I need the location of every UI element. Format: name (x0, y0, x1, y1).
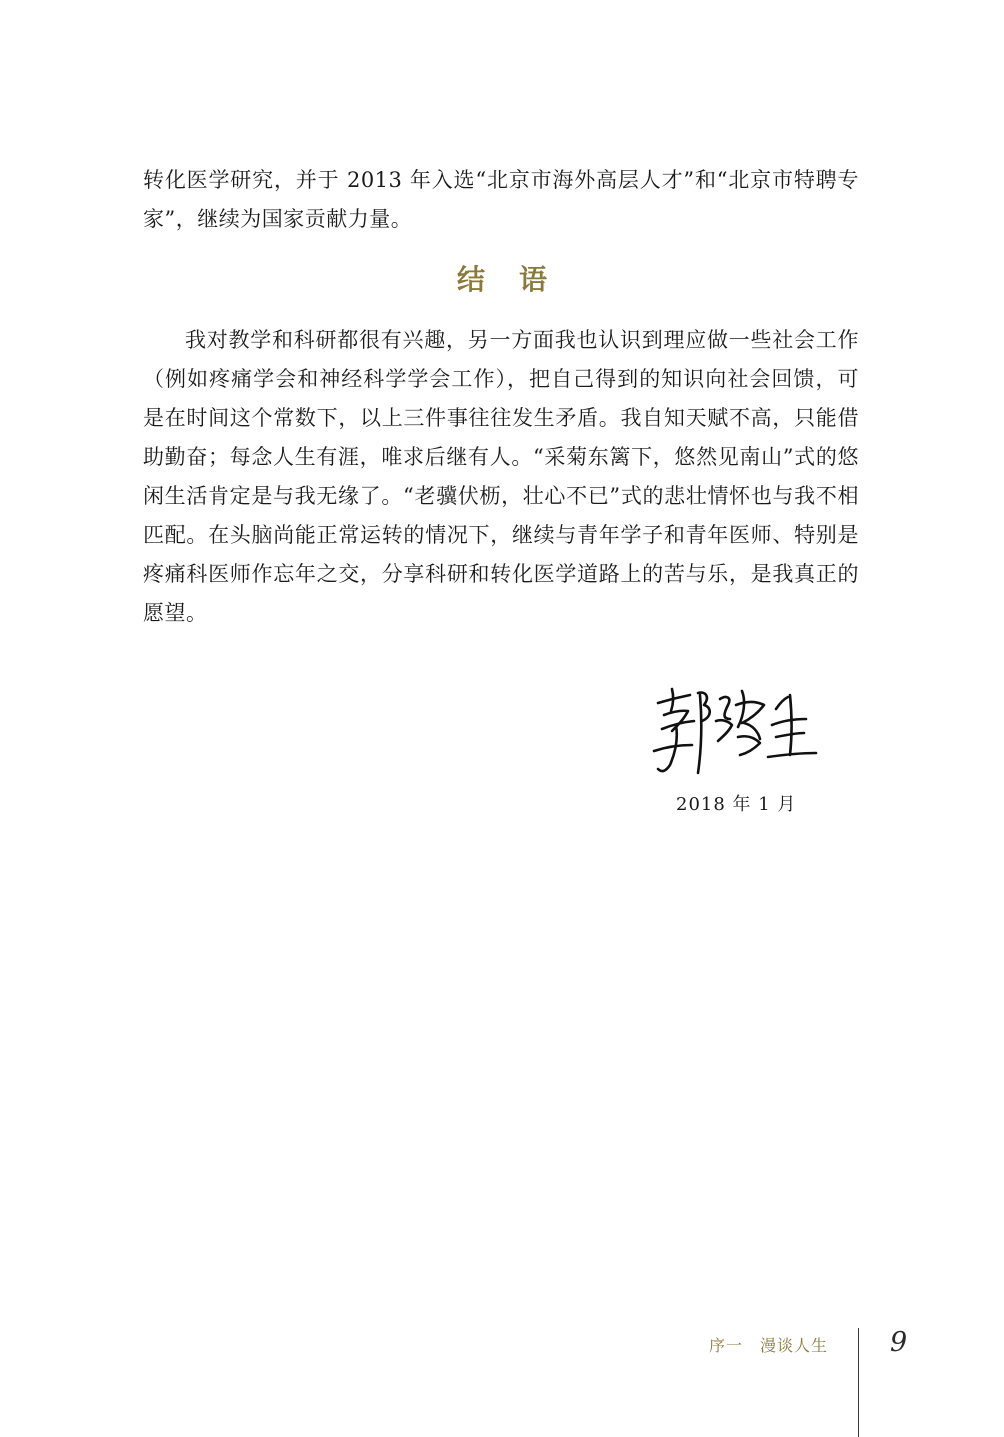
section-heading: 结语 (456, 263, 581, 296)
handwritten-signature (650, 675, 820, 780)
intro-text: 转化医学研究，并于 2013 年入选“北京市海外高层人才”和“北京市特聘专家”，继续为国家贡献力量。 (143, 168, 859, 231)
page-number: 9 (890, 1327, 908, 1358)
intro-paragraph (143, 161, 859, 239)
signature-date: 2018 年 1 月 (676, 794, 797, 815)
footer-section-title: 序一 漫谈人生 (708, 1336, 828, 1355)
footer-divider (858, 1328, 859, 1437)
closing-paragraph (143, 321, 859, 633)
closing-text: 我对教学和科研都很有兴趣，另一方面我也认识到理应做一些社会工作（例如疼痛学会和神经科学学会工作），把自己得到的知识向社会回馈，可是在时间这个常数下，以上三件事往往发生矛盾。我自知天赋不高，只能借助勤奋；每念人生有涯，唯求后继有人。“采菊东篱下，悠然见南山”式的悠闲生活肯定是与我无缘了。“老骥伏枥，壮心不已”式的悲壮情怀也与我不相匹配。在头脑尚能正常运转的情况下，继续与青年学子和青年医师、特别是疼痛科医师作忘年之交，分享科研和转化医学道路上的苦与乐，是我真正的愿望。 (143, 328, 859, 625)
